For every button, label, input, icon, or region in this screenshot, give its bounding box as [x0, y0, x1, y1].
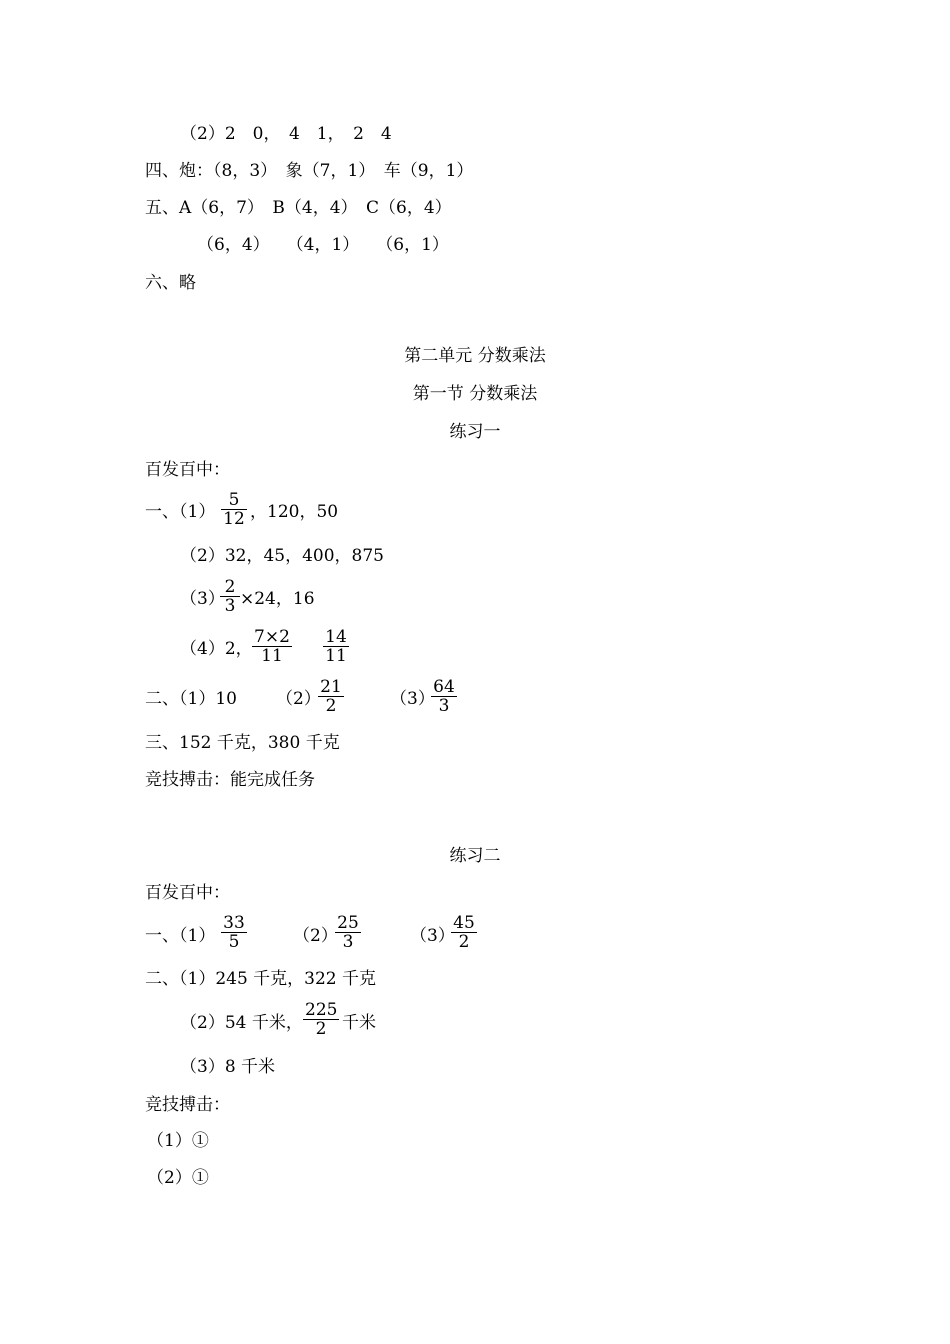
baifa-heading: 百发百中：	[145, 883, 230, 903]
answer-line: （4）2，	[180, 639, 253, 659]
fraction	[252, 628, 292, 665]
fraction	[221, 914, 247, 951]
answer-line: （2）54 千米，	[180, 1013, 303, 1033]
fraction-denominator: 3	[431, 696, 457, 715]
fraction	[451, 914, 477, 951]
fraction-denominator: 11	[323, 646, 349, 665]
fraction-denominator: 2	[451, 932, 477, 951]
fraction-denominator: 11	[252, 646, 292, 665]
unit-title: 第二单元 分数乘法	[404, 346, 546, 366]
fraction	[323, 628, 349, 665]
fraction-numerator: 25	[337, 913, 359, 933]
fraction-numerator: 64	[433, 677, 455, 697]
answer-line: 四、炮：（8，3） 象（7，1） 车（9，1）	[145, 161, 474, 181]
answer-line: （2）①	[147, 1168, 209, 1188]
section-title: 第一节 分数乘法	[412, 384, 538, 404]
fraction	[221, 491, 247, 528]
answer-line: 一、（1）	[145, 502, 216, 522]
answer-label: （3）	[410, 926, 455, 946]
fraction-numerator: 5	[228, 490, 240, 510]
answer-line: 二、（1）245 千克，322 千克	[145, 969, 377, 989]
fraction-numerator: 7×2	[254, 627, 290, 647]
fraction-numerator: 225	[305, 1000, 338, 1020]
answer-line: （2）2 0， 4 1， 2 4	[180, 124, 392, 144]
fraction-denominator: 2	[318, 696, 344, 715]
fraction-numerator: 21	[320, 677, 342, 697]
fraction	[303, 1001, 339, 1038]
fraction-numerator: 14	[325, 627, 347, 647]
fraction-numerator: 45	[453, 913, 475, 933]
answer-line: （6，4） （4，1） （6，1）	[197, 235, 449, 255]
answer-line: 五、A（6，7） B（4，4） C（6，4）	[145, 198, 452, 218]
answer-line: ，120，50	[250, 502, 339, 522]
answer-line: （2）32，45，400，875	[180, 546, 384, 566]
fraction-numerator: 33	[223, 913, 245, 933]
answer-line: 一、（1）	[145, 926, 216, 946]
fraction-denominator: 3	[335, 932, 361, 951]
fraction-denominator: 2	[303, 1019, 339, 1038]
answer-line: 二、（1）10	[145, 689, 237, 709]
answer-line: （3）8 千米	[180, 1057, 276, 1077]
baifa-heading: 百发百中：	[145, 460, 230, 480]
fraction	[335, 914, 361, 951]
answer-label: （2）	[293, 926, 338, 946]
fraction	[220, 578, 240, 615]
answer-line: （1）①	[147, 1131, 209, 1151]
exercise-title: 练习一	[449, 422, 501, 442]
jingji-line: 竞技搏击：能完成任务	[145, 770, 315, 790]
fraction-numerator: 2	[224, 577, 236, 597]
answer-line: 三、152 千克，380 千克	[145, 733, 340, 753]
fraction-denominator: 5	[221, 932, 247, 951]
fraction-denominator: 12	[221, 509, 247, 528]
fraction	[318, 678, 344, 715]
answer-line: 千米	[342, 1013, 376, 1033]
fraction-denominator: 3	[220, 596, 240, 615]
answer-label: （2）	[276, 689, 321, 709]
answer-line: 六、略	[145, 273, 196, 293]
answer-line: （3）	[180, 589, 225, 609]
answer-line: ×24，16	[240, 589, 315, 609]
fraction	[431, 678, 457, 715]
jingji-line: 竞技搏击：	[145, 1095, 230, 1115]
answer-label: （3）	[390, 689, 435, 709]
exercise-title: 练习二	[449, 846, 501, 866]
